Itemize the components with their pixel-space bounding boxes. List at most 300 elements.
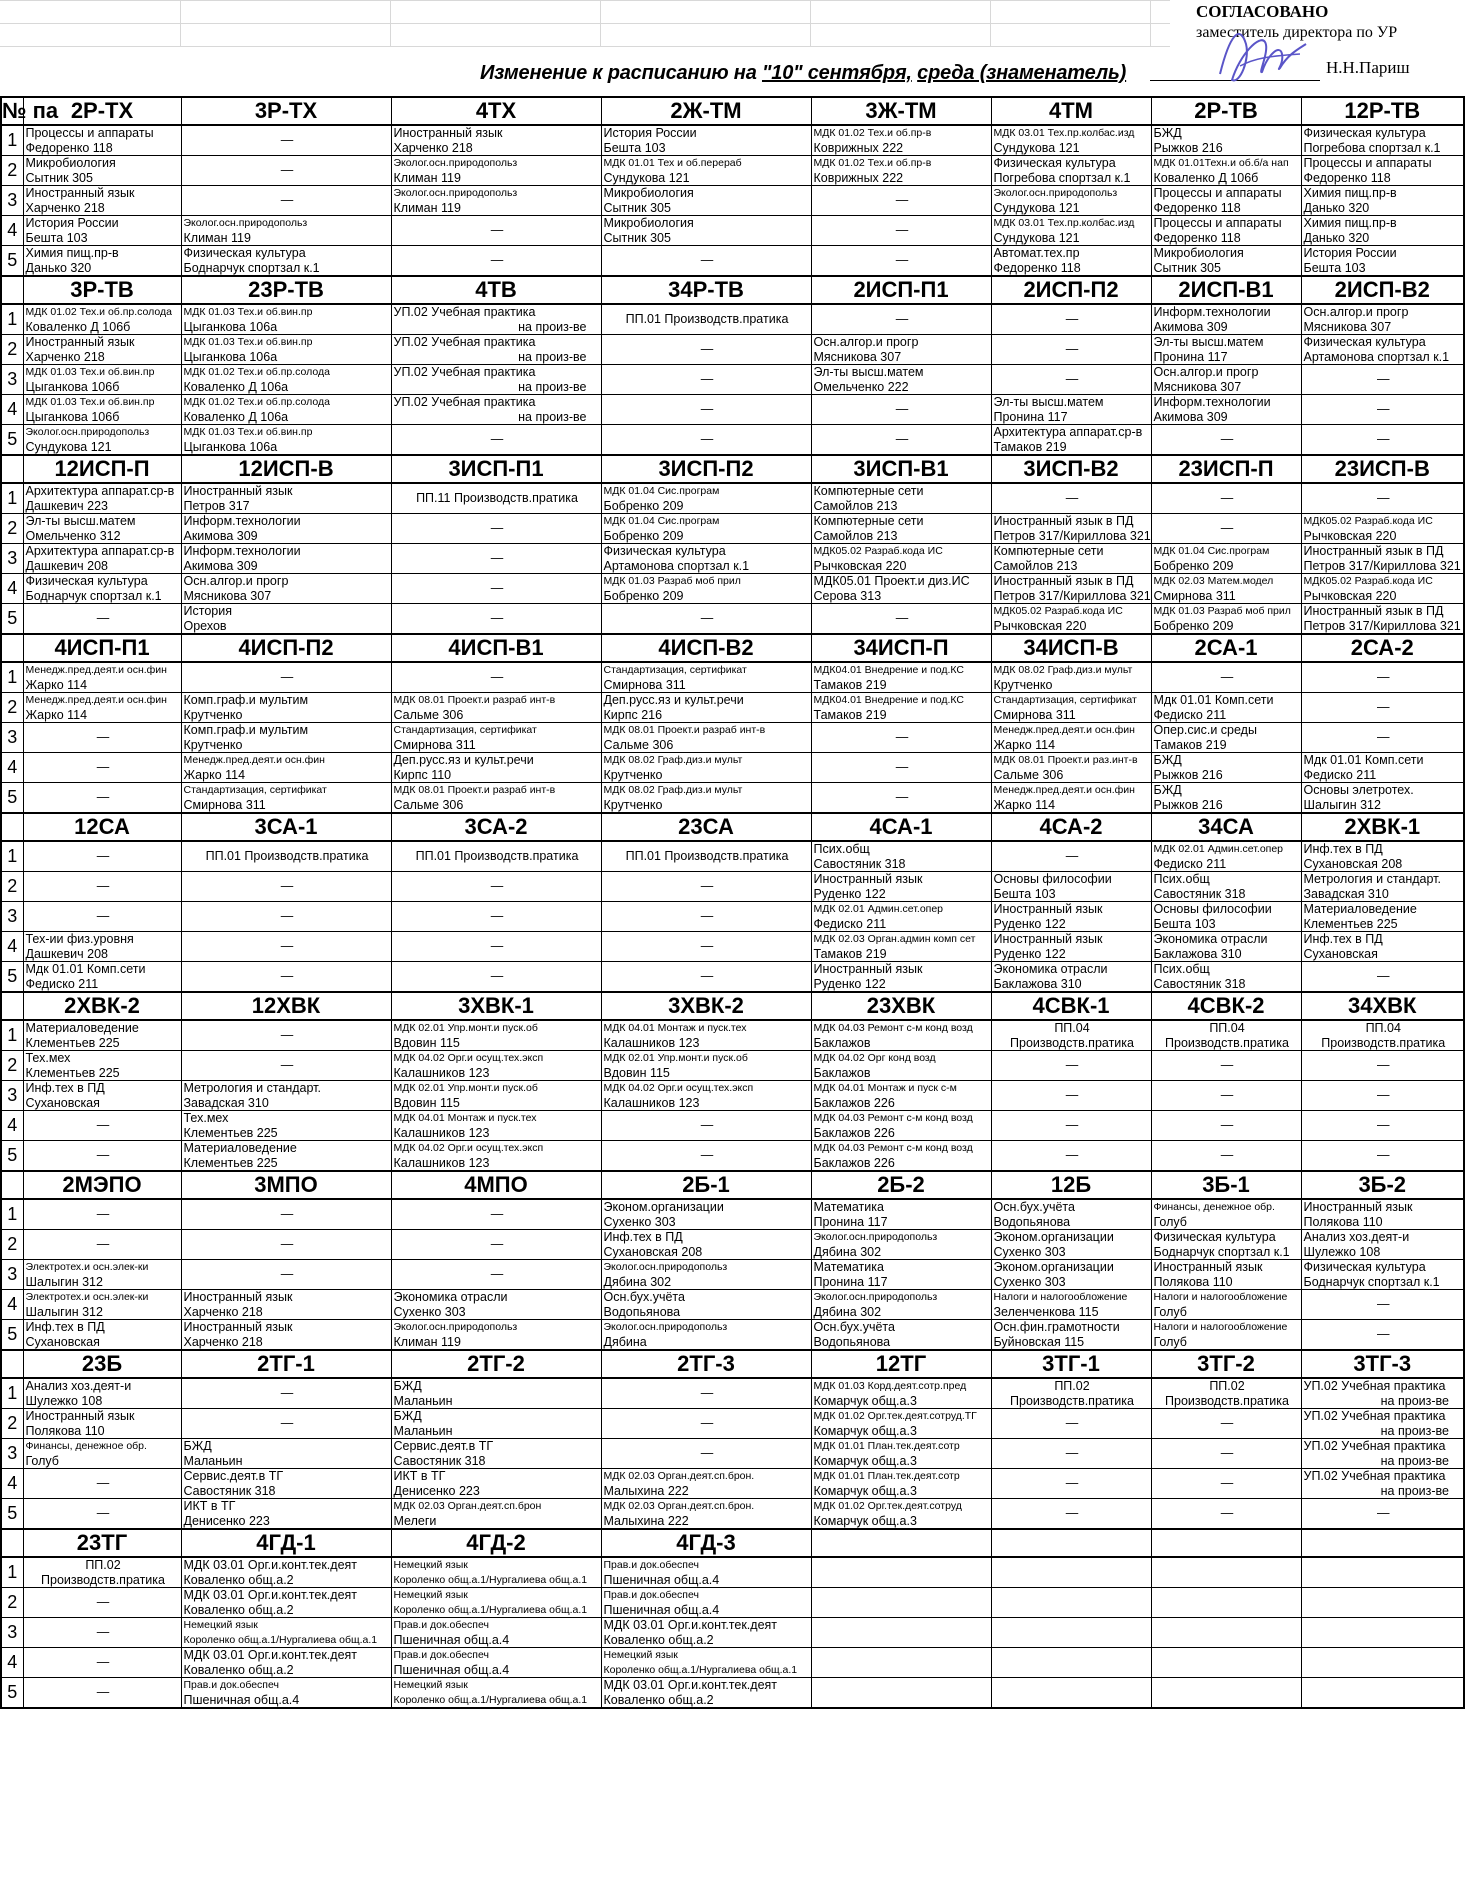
lesson-cell [601,1557,811,1588]
lesson-cell [1151,514,1301,544]
lesson-cell [601,574,811,604]
lesson-cell [181,246,391,277]
lesson-cell [1151,1051,1301,1081]
lesson-cell [811,125,991,156]
group-name: 34ИСП-П [811,634,991,662]
lesson-cell [991,1557,1151,1588]
lesson-row [1,1618,1464,1648]
teacher-room: Баклажова 310 [1153,946,1242,961]
lesson-cell [991,872,1151,902]
group-name: 23ИСП-П [1151,455,1301,483]
pair-number: 3 [1,544,23,574]
teacher-room: Данько 320 [25,260,92,275]
empty-lesson-dash: — [96,790,110,805]
empty-lesson-dash: — [895,312,909,327]
lesson-cell [1151,1260,1301,1290]
lesson-cell [811,872,991,902]
subject-name: Немецкий язык [393,1589,468,1601]
pair-number: 1 [1,304,23,335]
lesson-cell [1301,1230,1464,1260]
group-name: 2ХВК-1 [1301,813,1464,841]
subject-name: МДК 04.03 Ремонт с-м конд возд [813,1112,973,1124]
pair-number-header [1,813,23,841]
lesson-cell [1151,723,1301,753]
group-header-row [1,1529,1464,1557]
lesson-cell [991,246,1151,277]
subject-name: Осн.бух.учёта [813,1320,895,1334]
lesson-cell [991,1409,1151,1439]
group-name: 2ТГ-2 [391,1350,601,1378]
subject-name: МДК 02.03 Матем.модел [1153,575,1274,587]
lesson-cell [181,902,391,932]
title-date: "10" сентября, [761,62,912,84]
lesson-cell [601,1409,811,1439]
lesson-cell [181,574,391,604]
lesson-cell [991,604,1151,635]
group-name: 4ИСП-П2 [181,634,391,662]
lesson-cell [23,753,181,783]
lesson-cell [23,1111,181,1141]
subject-name: Компютерные сети [993,544,1104,558]
teacher-room: Самойлов 213 [813,528,898,543]
teacher-room: Кирпс 216 [603,707,663,722]
group-name: 3СА-1 [181,813,391,841]
subject-name: Информ.технологии [1153,305,1271,319]
teacher-room: Цыганкова 106а [183,439,278,454]
lesson-cell [811,1290,991,1320]
lesson-cell [391,1588,601,1618]
lesson-cell [391,304,601,335]
teacher-room: Петров 317/Кириллова 321 [993,588,1151,603]
teacher-room: Дябина 302 [813,1304,882,1319]
subject-name: Химия пищ.пр-в [25,246,119,260]
pair-number: 4 [1,1469,23,1499]
subject-name: МДК 03.01 Тех.пр.колбас.изд [993,127,1135,139]
lesson-cell [811,1199,991,1230]
lesson-cell [181,1199,391,1230]
teacher-room: Сухенко 303 [993,1274,1066,1289]
lesson-cell [811,1378,991,1409]
empty-lesson-dash: — [96,1506,110,1521]
subject-name: МДК 02.01 Упр.монт.и пуск.об [603,1052,748,1064]
group-name [1301,1529,1464,1557]
document-header [0,0,1464,96]
lesson-cell [181,1081,391,1111]
lesson-cell [181,544,391,574]
empty-lesson-dash: — [700,1386,714,1401]
lesson-cell [1151,962,1301,993]
group-name: 3ИСП-П2 [601,455,811,483]
subject-name: Эл-ты высш.матем [813,365,924,379]
teacher-room: Федоренко 118 [1303,170,1391,185]
empty-lesson-dash: — [1220,1118,1234,1133]
group-name: 4ИСП-В2 [601,634,811,662]
lesson-cell [991,1199,1151,1230]
subject-name: Иностранный язык [183,1320,293,1334]
lesson-cell [391,186,601,216]
subject-name: История [183,604,232,618]
subject-name: МДК05.01 Проект.и диз.ИС [813,574,970,588]
subject-name: Осн.алгор.и прогр [1303,305,1409,319]
pair-number: 5 [1,1320,23,1351]
empty-lesson-dash: — [1220,1416,1234,1431]
empty-lesson-dash: — [1377,1088,1390,1103]
empty-lesson-dash: — [280,879,294,894]
group-name: 12ИСП-В [181,455,391,483]
teacher-room: Федоренко 118 [25,140,113,155]
subject-name: Микробиология [603,216,694,230]
group-name: 34Р-ТВ [601,276,811,304]
lesson-cell [601,902,811,932]
schedule-table [0,96,1465,1709]
teacher-room: Сундукова 121 [25,439,112,454]
pair-number: 2 [1,1588,23,1618]
lesson-cell [391,216,601,246]
subject-name: Стандартизация, сертификат [603,664,747,676]
teacher-room: Сухановская 208 [603,1244,703,1259]
subject-name: Иностранный язык [813,872,923,886]
teacher-room: Производств.пратика [1321,1035,1446,1050]
teacher-room: Сухенко 303 [993,1244,1066,1259]
lesson-row [1,1469,1464,1499]
lesson-cell [811,365,991,395]
group-name: 2Б-2 [811,1171,991,1199]
group-header-row [1,813,1464,841]
pair-number: 5 [1,783,23,814]
empty-lesson-dash: — [280,193,294,208]
lesson-cell [23,335,181,365]
teacher-room: Пронина 117 [813,1214,888,1229]
teacher-room: Боднарчук спортзал к.1 [1153,1244,1290,1259]
teacher-room: Харченко 218 [25,200,105,215]
lesson-row [1,1678,1464,1709]
subject-name: Процессы и аппараты [1303,156,1432,170]
lesson-cell [1301,693,1464,723]
lesson-cell [23,1199,181,1230]
lesson-cell [181,1648,391,1678]
lesson-cell [601,783,811,814]
lesson-cell [1301,1141,1464,1172]
lesson-cell [391,395,601,425]
empty-lesson-dash: — [96,1685,110,1700]
lesson-cell [601,186,811,216]
teacher-room: Зеленченкова 115 [993,1304,1099,1319]
lesson-cell [391,962,601,993]
subject-name: Эконом.организации [993,1230,1114,1244]
lesson-row [1,693,1464,723]
lesson-cell [601,1320,811,1351]
lesson-cell [1151,1409,1301,1439]
lesson-cell [1301,156,1464,186]
teacher-room: Акимова 309 [1153,409,1228,424]
teacher-room: Денисенко 223 [393,1483,480,1498]
lesson-cell [601,1588,811,1618]
subject-name: Немецкий язык [393,1559,468,1571]
lesson-cell [23,1081,181,1111]
lesson-row [1,395,1464,425]
subject-name: Иностранный язык [813,962,923,976]
subject-name: УП.02 Учебная практика [393,335,536,349]
group-name: 4ИСП-П1 [23,634,181,662]
lesson-row [1,574,1464,604]
group-name: 4ТВ [391,276,601,304]
pair-number: 5 [1,604,23,635]
teacher-room: Шалыгин 312 [25,1274,103,1289]
lesson-cell [811,753,991,783]
empty-lesson-dash: — [700,939,714,954]
lesson-cell [1151,1141,1301,1172]
lesson-cell [1151,1678,1301,1709]
lesson-cell [23,125,181,156]
subject-name: Иностранный язык [393,126,503,140]
approval-signer: Н.Н.Париш [1326,58,1410,77]
lesson-cell [181,1469,391,1499]
group-header-row [1,634,1464,662]
subject-name: МДК 01.03 Тех.и об.вин.пр [183,426,313,438]
lesson-cell [391,1199,601,1230]
group-name: 3МПО [181,1171,391,1199]
empty-lesson-dash: — [895,223,909,238]
group-name: 34ХВК [1301,992,1464,1020]
pair-number: 1 [1,1378,23,1409]
pair-number: 1 [1,125,23,156]
teacher-room: Боднарчук спортзал к.1 [25,588,162,603]
subject-name: МДК 03.01 Орг.и.конт.тек.деят [183,1558,358,1572]
lesson-row [1,604,1464,635]
subject-name: Сервис.деят.в ТГ [393,1439,494,1453]
empty-lesson-dash: — [895,402,909,417]
lesson-cell [601,483,811,514]
lesson-cell [181,365,391,395]
lesson-cell [601,304,811,335]
lesson-cell [811,902,991,932]
lesson-cell [991,1020,1151,1051]
teacher-room: Бешта 103 [993,886,1056,901]
pair-number: 2 [1,1051,23,1081]
group-name: 3Р-ТВ [23,276,181,304]
empty-lesson-dash: — [895,253,909,268]
subject-name: Метрология и стандарт. [1303,872,1441,886]
subject-name: МДК 02.03 Орган.деят.сп.брон [393,1500,542,1512]
lesson-cell [391,1081,601,1111]
lesson-cell [811,1020,991,1051]
teacher-room: Завадская 310 [1303,886,1389,901]
lesson-cell [23,662,181,693]
teacher-room: Савостяник 318 [183,1483,276,1498]
group-name: 4ТМ [991,97,1151,125]
teacher-room: Шалыгин 312 [25,1304,103,1319]
subject-name: Осн.фин.грамотности [993,1320,1120,1334]
lesson-cell [811,1260,991,1290]
subject-name: БЖД [183,1439,212,1453]
subject-name: БЖД [1153,126,1182,140]
subject-name: Финансы, денежное обр. [25,1440,147,1452]
teacher-room: Сальме 306 [993,767,1064,782]
teacher-room: Пшеничная общ.а.4 [393,1632,510,1647]
lesson-cell [991,662,1151,693]
teacher-room: Федоренко 118 [1153,230,1241,245]
empty-lesson-dash: — [1377,432,1390,447]
empty-lesson-dash: — [490,611,504,626]
subject-name: Физическая культура [1303,1260,1426,1274]
lesson-cell [23,1469,181,1499]
group-header-row [1,992,1464,1020]
subject-name: Псих.общ [1153,962,1210,976]
teacher-room: Бешта 103 [1303,260,1366,275]
lesson-cell [991,1648,1151,1678]
lesson-row [1,1141,1464,1172]
lesson-cell [391,1111,601,1141]
lesson-row [1,304,1464,335]
subject-name: История России [25,216,119,230]
lesson-cell [811,425,991,456]
empty-lesson-dash: — [280,133,294,148]
lesson-cell [1151,1557,1301,1588]
lesson-cell [811,1439,991,1469]
teacher-room: Цыганкова 106б [25,379,120,394]
lesson-cell [1151,1499,1301,1530]
lesson-cell [181,1320,391,1351]
subject-name: МДК 01.01 План.тек.деят.сотр [813,1440,960,1452]
group-name: 12ХВК [181,992,391,1020]
lesson-cell [23,1588,181,1618]
lesson-cell [23,841,181,872]
teacher-room: Производств.пратика [1010,1035,1134,1050]
lesson-cell [23,1320,181,1351]
subject-name: МДК 02.03 Орган.админ комп сет [813,933,976,945]
lesson-cell [391,425,601,456]
teacher-room: на произ-ве [518,409,587,424]
empty-lesson-dash: — [280,1386,294,1401]
subject-name: МДК 04.02 Орг.и осущ.тех.эксп [393,1052,544,1064]
lesson-cell [601,1111,811,1141]
subject-name: МДК 08.01 Проект.и разраб инт-в [393,784,556,796]
group-name: 4СВК-1 [991,992,1151,1020]
subject-name: МДК 08.01 Проект.и разраб инт-в [603,724,766,736]
lesson-cell [23,1051,181,1081]
lesson-row [1,186,1464,216]
teacher-room: Производств.пратика [41,1572,165,1587]
subject-name: МДК 08.01 Проект.и разраб инт-в [393,694,556,706]
subject-name: БЖД [393,1409,422,1423]
lesson-cell [181,1618,391,1648]
lesson-cell [1151,304,1301,335]
lesson-row [1,1409,1464,1439]
empty-lesson-dash: — [490,909,504,924]
teacher-room: Смирнова 311 [183,797,266,812]
lesson-cell [181,1111,391,1141]
lesson-cell [1301,723,1464,753]
teacher-room: Крутченко [603,767,663,782]
lesson-cell [23,246,181,277]
teacher-room: Коваленко Д 106б [1153,170,1259,185]
subject-name: Тех.мех [25,1051,71,1065]
lesson-cell [601,125,811,156]
teacher-room: Акимова 309 [1153,319,1228,334]
lesson-cell [181,753,391,783]
subject-name: Тех-ии физ.уровня [25,932,134,946]
teacher-room: Мясникова 307 [813,349,902,364]
teacher-room: Жарко 114 [993,737,1056,752]
empty-lesson-dash: — [1065,849,1079,864]
subject-name: МДК 01.03 Тех.и об.вин.пр [183,306,313,318]
teacher-room: Короленко общ.а.1/Нургалиева общ.а.1 [603,1663,798,1676]
teacher-room: на произ-ве [518,349,587,364]
teacher-room: Голуб [1153,1214,1187,1229]
subject-name: МДК05.02 Разраб.кода ИС [993,605,1123,617]
empty-lesson-dash: — [490,432,504,447]
practice-label: ПП.01 Производств.пратика [415,849,579,864]
teacher-room: Короленко общ.а.1/Нургалиева общ.а.1 [393,1693,588,1706]
lesson-cell [1151,216,1301,246]
lesson-cell [391,1648,601,1678]
pair-number: 2 [1,872,23,902]
lesson-cell [601,1439,811,1469]
empty-lesson-dash: — [700,969,714,984]
pair-number: 4 [1,1290,23,1320]
lesson-cell [601,365,811,395]
teacher-room: Калашников 123 [393,1155,490,1170]
subject-name: Экономика отрасли [393,1290,508,1304]
lesson-cell [811,1081,991,1111]
empty-lesson-dash: — [1377,372,1390,387]
lesson-cell [23,365,181,395]
empty-lesson-dash: — [280,1207,294,1222]
subject-name: МДК 01.02 Тех.и об.пр-в [813,157,932,169]
teacher-room: Климан 119 [393,200,461,215]
teacher-room: Мясникова 307 [183,588,272,603]
teacher-room: Савостяник 318 [1153,976,1246,991]
group-name: 2МЭПО [23,1171,181,1199]
lesson-cell [181,872,391,902]
lesson-cell [1151,125,1301,156]
subject-name: Комп.граф.и мультим [183,723,309,737]
lesson-cell [391,246,601,277]
pair-number: 4 [1,1111,23,1141]
teacher-room: Федиско 211 [1153,707,1227,722]
lesson-cell [811,962,991,993]
empty-lesson-dash: — [895,790,909,805]
lesson-cell [601,1499,811,1530]
teacher-room: Пронина 117 [993,409,1068,424]
lesson-row [1,783,1464,814]
lesson-row [1,1320,1464,1351]
lesson-cell [391,514,601,544]
lesson-row [1,246,1464,277]
teacher-room: Федоренко 118 [1153,200,1241,215]
teacher-room: Боднарчук спортзал к.1 [183,260,320,275]
teacher-room: Водопьянова [603,1304,681,1319]
subject-name: Эл-ты высш.матем [1153,335,1264,349]
pair-number: 2 [1,693,23,723]
lesson-cell [811,1678,991,1709]
teacher-room: Коваленко Д 106а [183,409,289,424]
group-header-row [1,1350,1464,1378]
subject-name: МДК 08.02 Граф.диз.и мульт [603,754,743,766]
lesson-cell [991,1230,1151,1260]
pair-number: 1 [1,1020,23,1051]
teacher-room: Завадская 310 [183,1095,269,1110]
lesson-cell [23,1260,181,1290]
subject-name: Материаловедение [25,1021,139,1035]
teacher-room: Рыжков 216 [1153,767,1223,782]
lesson-cell [23,1499,181,1530]
subject-name: Архитектура аппарат.ср-в [993,425,1143,439]
lesson-cell [1301,1199,1464,1230]
lesson-cell [1301,544,1464,574]
lesson-row [1,1648,1464,1678]
group-name: 23Р-ТВ [181,276,391,304]
